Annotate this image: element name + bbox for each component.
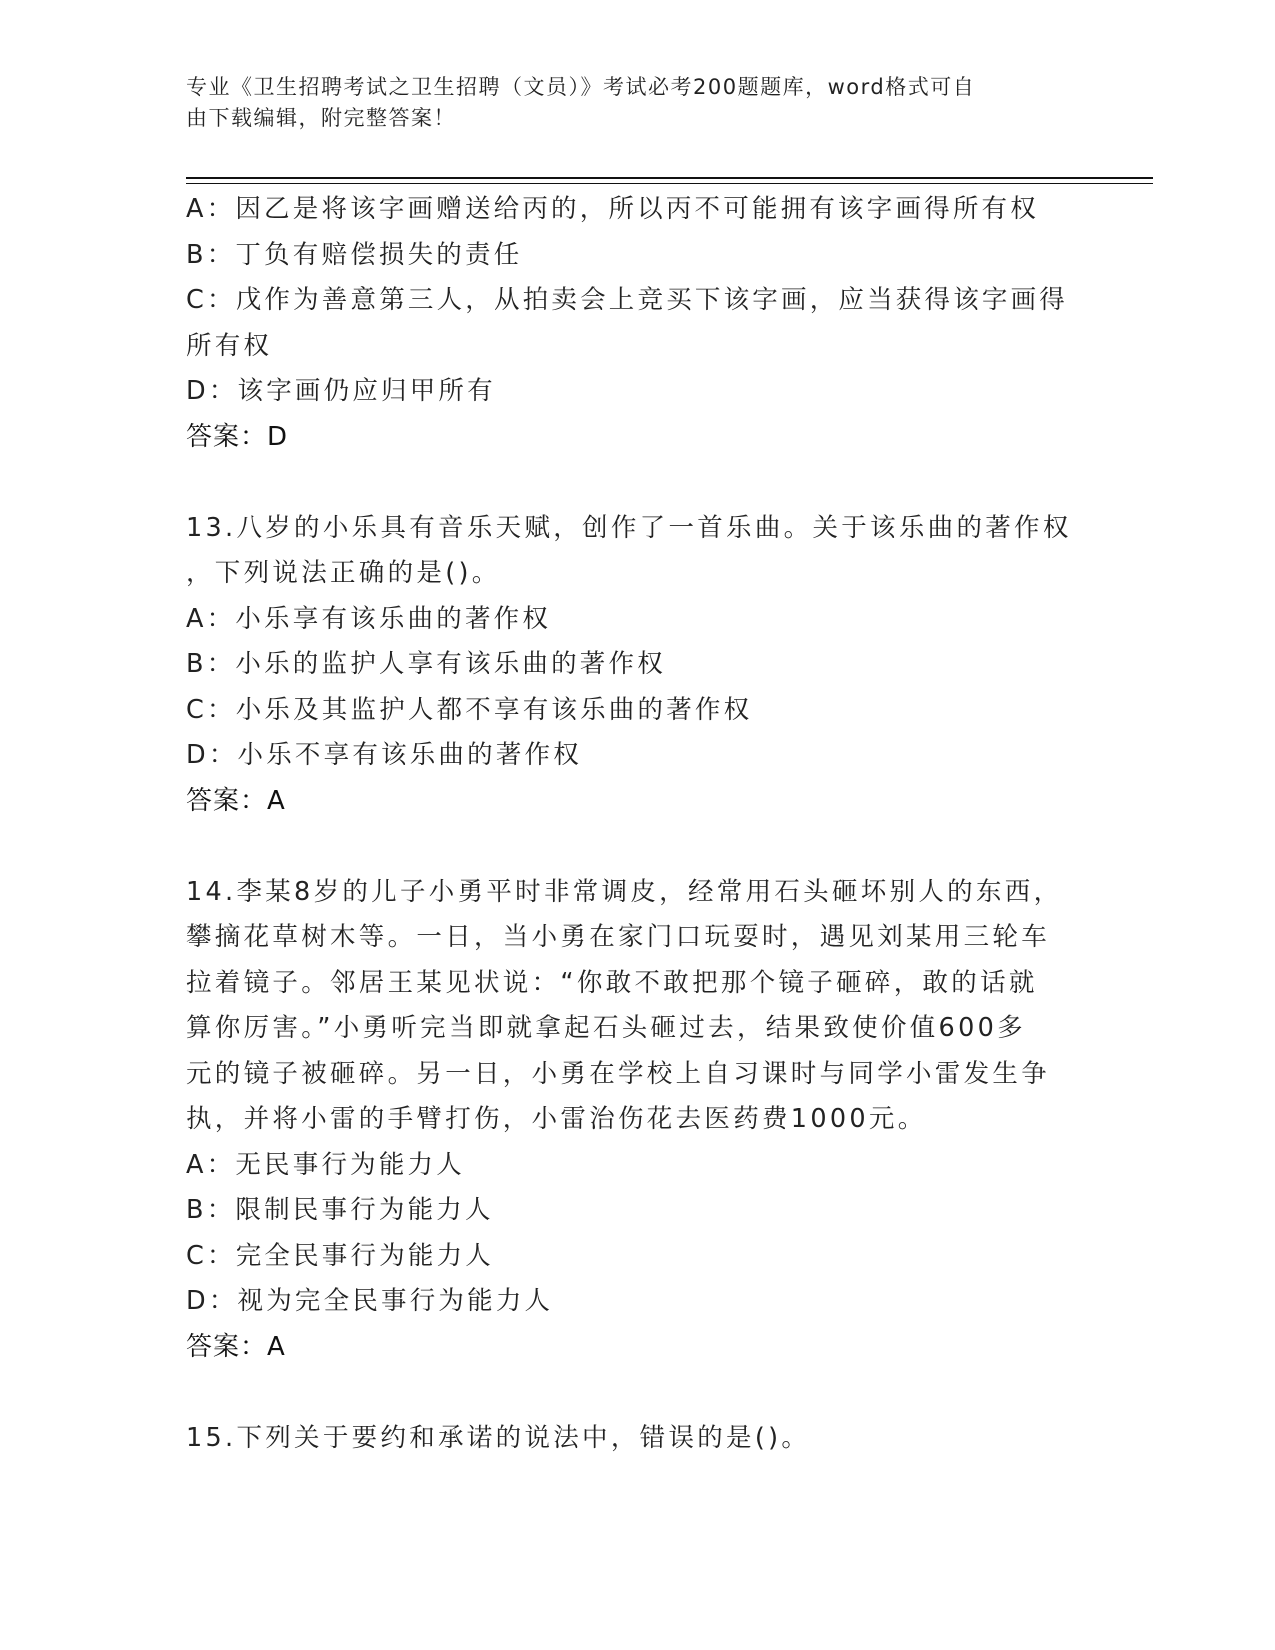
spacer <box>186 1370 1086 1416</box>
header-title-line-2: 由下载编辑，附完整答案！ <box>186 106 456 130</box>
question-stem: 13.八岁的小乐具有音乐天赋，创作了一首乐曲。关于该乐曲的著作权 <box>186 512 1072 543</box>
option-b: B：小乐的监护人享有该乐曲的著作权 <box>186 649 666 679</box>
option-c: C：完全民事行为能力人 <box>186 1240 495 1271</box>
option-d: D：小乐不享有该乐曲的著作权 <box>186 740 582 770</box>
question-stem: 攀摘花草树木等。一日，当小勇在家门口玩耍时，遇见刘某用三轮车 <box>186 922 1051 952</box>
question-stem: 算你厉害。”小勇听完当即就拿起石头砸过去，结果致使价值600多 <box>186 1013 1026 1043</box>
spacer <box>186 824 1086 870</box>
option-a: A：小乐享有该乐曲的著作权 <box>186 603 552 634</box>
question-13 <box>186 506 1086 825</box>
answer-label: 答案：A <box>186 785 286 816</box>
question-stem: 元的镜子被砸碎。另一日，小勇在学校上自习课时与同学小雷发生争 <box>186 1058 1051 1089</box>
question-stem: 14.李某8岁的儿子小勇平时非常调皮，经常用石头砸坏别人的东西， <box>186 876 1063 907</box>
option-c-continued: 所有权 <box>186 330 273 361</box>
question-stem: 执，并将小雷的手臂打伤，小雷治伤花去医药费1000元。 <box>186 1104 927 1134</box>
header-divider-thin <box>186 183 1153 184</box>
answer-label: 答案：A <box>186 1331 286 1362</box>
header-title-line-1: 专业《卫生招聘考试之卫生招聘（文员）》考试必考200题题库，word格式可自 <box>186 75 976 99</box>
header-divider-thick <box>186 177 1153 179</box>
spacer <box>186 460 1086 506</box>
option-a: A：因乙是将该字画赠送给丙的，所以丙不可能拥有该字画得所有权 <box>186 194 1039 224</box>
option-c: C：戊作为善意第三人，从拍卖会上竞买下该字画，应当获得该字画得 <box>186 285 1069 315</box>
option-d: D：该字画仍应归甲所有 <box>186 376 496 406</box>
option-d: D：视为完全民事行为能力人 <box>186 1286 554 1316</box>
question-stem: 15.下列关于要约和承诺的说法中，错误的是()。 <box>186 1422 811 1453</box>
question-stem: ，下列说法正确的是()。 <box>186 558 501 588</box>
option-b: B：限制民事行为能力人 <box>186 1195 494 1225</box>
option-c: C：小乐及其监护人都不享有该乐曲的著作权 <box>186 694 753 725</box>
question-14 <box>186 870 1086 1371</box>
document-header <box>186 72 1066 134</box>
question-12 <box>186 187 1086 460</box>
option-b: B：丁负有赔偿损失的责任 <box>186 239 523 270</box>
answer-label: 答案：D <box>186 421 289 452</box>
option-a: A：无民事行为能力人 <box>186 1149 465 1180</box>
question-list <box>186 187 1086 1461</box>
question-15 <box>186 1416 1086 1462</box>
question-stem: 拉着镜子。邻居王某见状说：“你敢不敢把那个镜子砸碎，敢的话就 <box>186 967 1038 998</box>
